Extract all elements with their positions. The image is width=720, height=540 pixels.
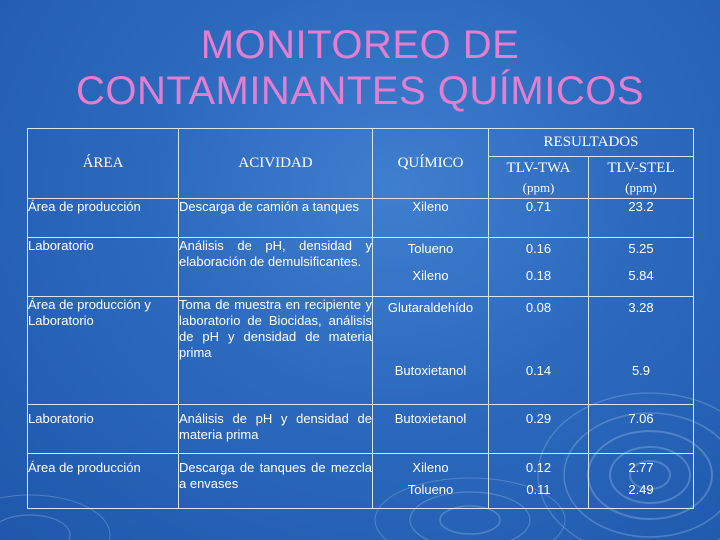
row-quimico-cell [373, 238, 489, 297]
row-twa: 0.18 [525, 268, 552, 283]
row-stel-cell [589, 297, 694, 405]
row-twa: 0.71 [489, 199, 589, 238]
header-area: ÁREA [28, 129, 179, 199]
row-area: Laboratorio [28, 405, 179, 454]
header-resultados: RESULTADOS [489, 129, 694, 157]
header-stel-label: TLV-STEL [607, 159, 675, 176]
row-stel-cell [589, 238, 694, 297]
row-stel: 2.77 [628, 460, 654, 475]
row-twa-cell [489, 454, 589, 509]
row-actividad: Análisis de pH y densidad de materia prima [179, 405, 373, 454]
monitoring-table [27, 128, 694, 509]
row-quimico: Tolueno [407, 241, 454, 256]
row-twa: 0.12 [525, 460, 552, 475]
row-quimico: Butoxietanol [394, 363, 467, 378]
header-stel-unit: (ppm) [625, 179, 657, 195]
title-line-1: MONITOREO DE [200, 23, 520, 67]
row-quimico: Tolueno [407, 482, 454, 497]
row-quimico: Xileno [412, 268, 449, 283]
row-actividad: Análisis de pH, densidad y elaboración de demulsificantes. [179, 238, 373, 297]
page-title [0, 22, 720, 114]
table-row [28, 199, 694, 238]
header-twa-label: TLV-TWA [506, 159, 571, 176]
row-area: Área de producción y Laboratorio [28, 297, 179, 405]
row-area: Laboratorio [28, 238, 179, 297]
table-row [28, 454, 694, 509]
row-quimico: Xileno [412, 460, 449, 475]
row-actividad: Descarga de tanques de mezcla a envases [179, 454, 373, 509]
header-actividad: ACIVIDAD [179, 129, 373, 199]
row-twa-cell [489, 238, 589, 297]
row-actividad: Descarga de camión a tanques [179, 199, 373, 238]
row-twa-cell [489, 297, 589, 405]
row-twa: 0.08 [525, 300, 552, 315]
header-twa [489, 157, 589, 199]
title-line-2: CONTAMINANTES QUÍMICOS [75, 69, 645, 113]
row-twa: 0.16 [525, 241, 552, 256]
row-stel: 7.06 [589, 405, 694, 454]
row-quimico-cell [373, 454, 489, 509]
row-stel: 5.25 [628, 241, 654, 256]
table-row [28, 297, 694, 405]
table-row [28, 238, 694, 297]
row-stel: 3.28 [628, 300, 654, 315]
row-area: Área de producción [28, 199, 179, 238]
row-quimico: Butoxietanol [373, 405, 489, 454]
row-quimico: Glutaraldehído [387, 300, 474, 315]
row-quimico: Xileno [373, 199, 489, 238]
row-stel: 23.2 [589, 199, 694, 238]
row-twa: 0.11 [526, 482, 551, 497]
row-stel: 5.84 [628, 268, 654, 283]
row-quimico-cell [373, 297, 489, 405]
row-twa: 0.29 [489, 405, 589, 454]
row-area: Área de producción [28, 454, 179, 509]
table-row [28, 405, 694, 454]
header-stel [589, 157, 694, 199]
row-twa: 0.14 [525, 363, 552, 378]
row-stel-cell [589, 454, 694, 509]
header-quimico: QUÍMICO [373, 129, 489, 199]
header-twa-unit: (ppm) [522, 179, 555, 195]
row-actividad: Toma de muestra en recipiente y laboratorio de Biocidas, análisis de pH y densidad de materia prima [179, 297, 373, 405]
row-stel: 2.49 [628, 482, 654, 497]
row-stel: 5.9 [631, 363, 651, 378]
